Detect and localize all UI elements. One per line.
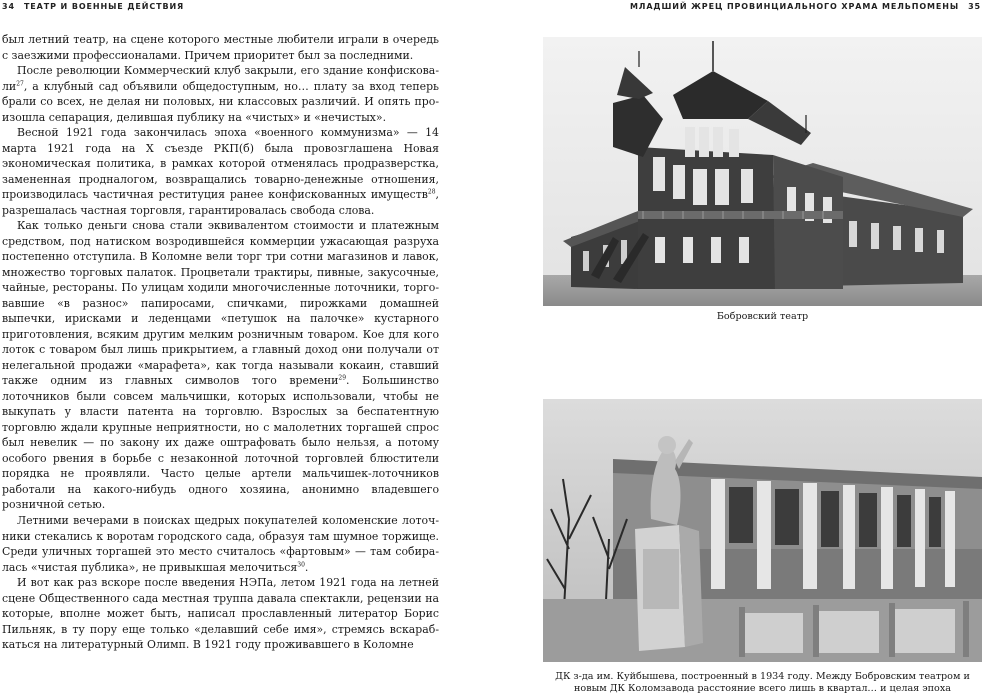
photo-caption-theatre: Бобровский театр xyxy=(716,311,809,322)
paragraph-text: . Большинство лоточников были совсем мальчишки, которых использовали, чтобы не выкупать у власти патента на торговлю. Взрослых за беспатентную торговлю ждали крупные неприятности, но с малолетних торгашей спрос был невелик — по закону их даже оштрафовать было нельзя, а потому особого рвения в борьбе с незаконной лоточной торговлей блюстители порядка не проявляли. Часто целые артели мальчишек-лоточников работали на какого-нибудь одного хозяина, анонимно владевшего розничной сетью. xyxy=(2,374,439,512)
paragraph-2 xyxy=(2,63,439,125)
running-title-right: МЛАДШИЙ ЖРЕЦ ПРОВИНЦИАЛЬНОГО ХРАМА МЕЛЬПОМЕНЫ xyxy=(629,2,960,11)
footnote-ref-28: 28 xyxy=(427,188,436,196)
paragraph-text: Летними вечерами в поисках щедрых покупателей коломенские лоточники стекались к воротам городского сада, образуя там шумное торжище. Среди уличных торгашей это место считалось «фартовым» — там собиралась «чистая публика», не привыкшая мелочиться xyxy=(2,513,439,574)
footnote-ref-29: 29 xyxy=(338,374,347,382)
paragraph-text: . xyxy=(304,560,309,574)
theatre-photo-illustration xyxy=(543,37,982,306)
running-head-right xyxy=(630,0,981,14)
page-number-right: 35 xyxy=(968,2,981,11)
paragraph-text: был летний театр, на сцене которого местные любители играли в очередь с заезжими профессионалами. Причем приоритет был за последними. xyxy=(2,33,439,62)
paragraph-text: Весной 1921 года закончилась эпоха «военного коммунизма» — 14 марта 1921 года на X съезде РКП(б) была провозглашена Новая экономическая политика, в рамках которой отменялась продразверстка, замененная продналогом, возвращались товарно-денежные отношения, производилась частичная реституция ранее конфискованных имуществ xyxy=(2,126,439,202)
running-head-left xyxy=(2,0,184,14)
page-number-left: 34 xyxy=(2,2,15,11)
paragraph-text: И вот как раз вскоре после введения НЭПа, летом 1921 года на летней сцене Общественного сада местная труппа давала спектакли, рецензии на которые, вполне может быть, написал прославленный литератор Борис Пильняк, в ту пору еще только «делавший себе имя», стремясь вскарабкаться на литературный Олимп. В 1921 году проживавшего в Коломне xyxy=(2,576,439,652)
body-text-column xyxy=(2,32,439,653)
paragraph-5 xyxy=(2,513,439,575)
photo-kuibyshev-palace-of-culture xyxy=(543,399,982,662)
footnote-ref-27: 27 xyxy=(16,79,24,87)
photo-bobrovsky-theatre xyxy=(543,37,982,306)
palace-photo-illustration xyxy=(543,399,982,662)
running-title-left: ТЕАТР И ВОЕННЫЕ ДЕЙСТВИЯ xyxy=(23,2,185,11)
paragraph-text: , разрешалась частная торговля, гарантировалась свобода слова. xyxy=(2,188,439,217)
paragraph-4 xyxy=(2,218,439,513)
paragraph-1 xyxy=(2,32,439,63)
paragraph-text: Как только деньги снова стали эквивалентом стоимости и платежным средством, под натиском возродившейся коммерции ужасающая разруха постепенно отступила. В Коломне вели торг три сотни магазинов и лавок, множество торговых палаток. Процветали трактиры, пивные, закусочные, чайные, рестораны. По улицам ходили многочисленные лоточники, торговавшие «в разнос» папиросами, спичками, пирожками домашней выпечки, ирисками и леденцами «петушок на палочке» кустарного приготовления, всяким другим мелким розничным товаром. Кое для кого лоток с товаром был лишь прикрытием, а главный доход они получали от нелегальной продажи «марафета», как тогда называли кокаин, ставший также одним из главных символов того времени xyxy=(2,219,439,388)
photo-caption-palace: ДК з-да им. Куйбышева, построенный в 1934 году. Между Бобровским театром и новым ДК Коломзавода расстояние всего лишь в квартал… и целая эпоха xyxy=(555,671,970,694)
paragraph-text: , а клубный сад объявили общедоступным, но… плату за вход теперь брали со всех, не делая ни половых, ни классовых различий. И опять произошла сепарация, делившая публику на «чистых» и «нечистых». xyxy=(2,79,439,124)
footnote-ref-30: 30 xyxy=(297,560,305,568)
paragraph-3 xyxy=(2,125,439,218)
paragraph-6 xyxy=(2,575,439,653)
paragraph-text: После революции Коммерческий клуб закрыли, его здание конфисковали xyxy=(2,64,439,93)
